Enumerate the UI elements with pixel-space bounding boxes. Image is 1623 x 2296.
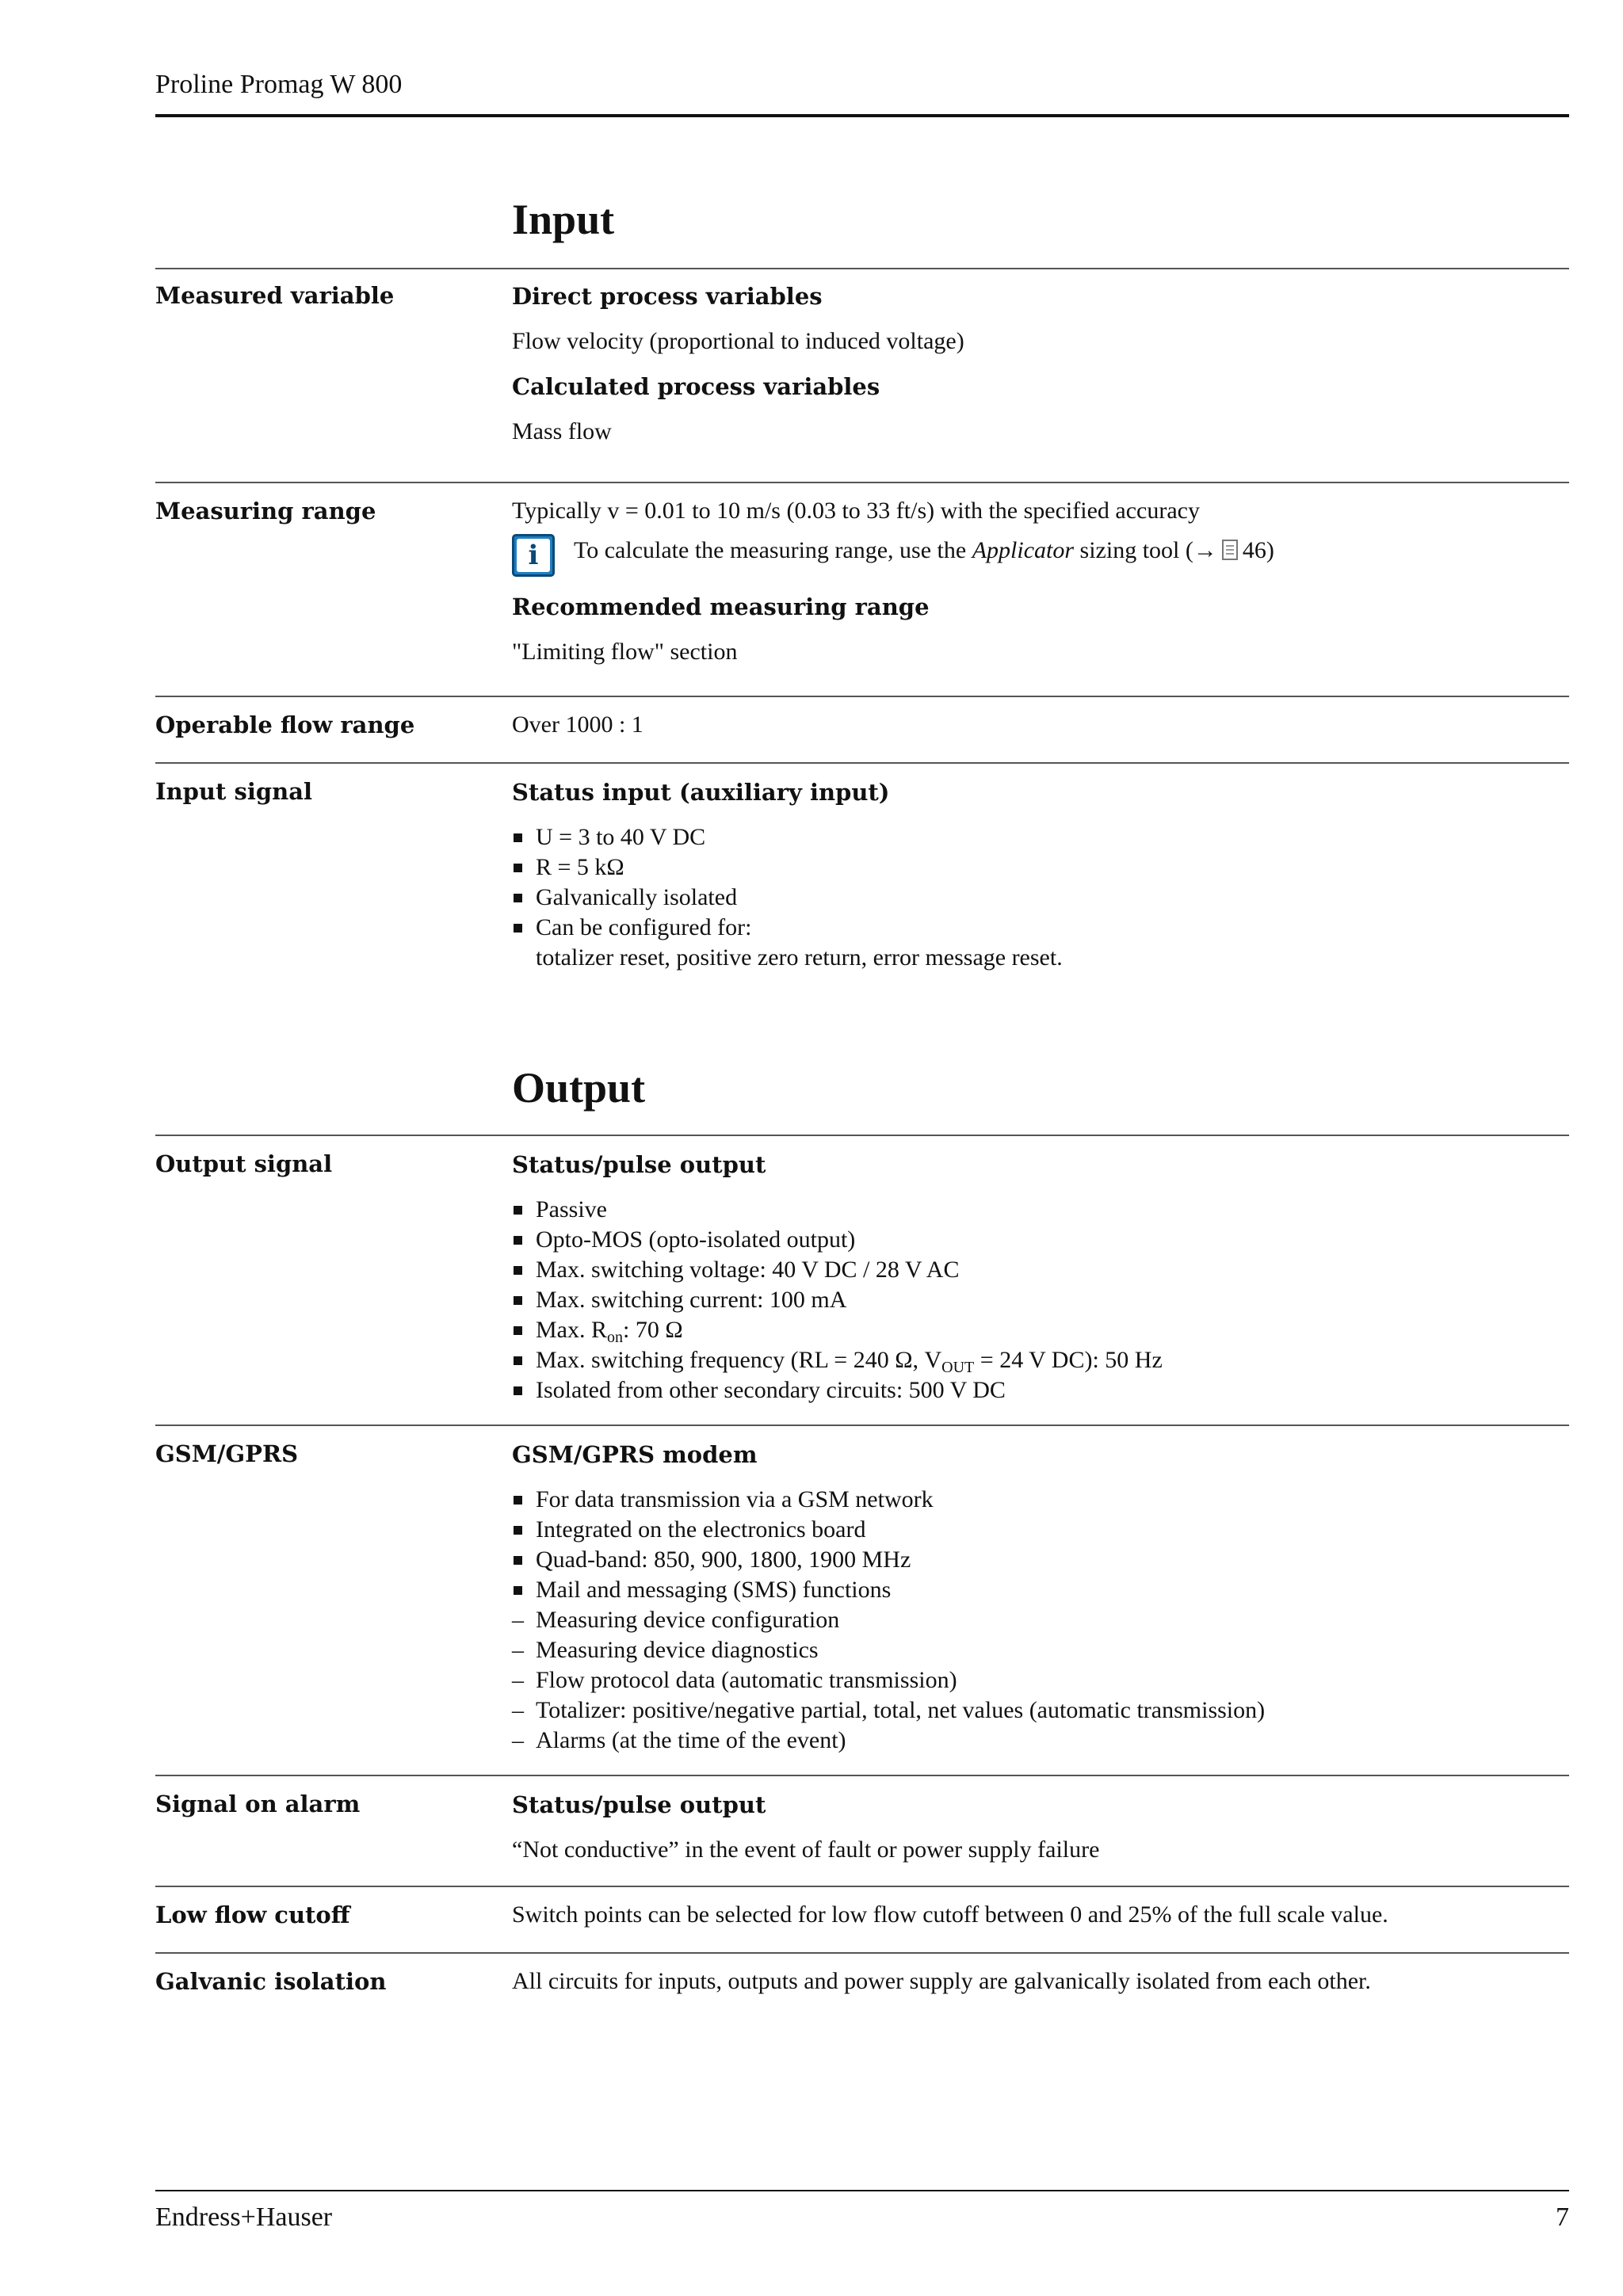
- label-galvanic-isolation: Galvanic isolation: [155, 1968, 387, 1995]
- page-reference-icon: [1222, 540, 1238, 560]
- list-item: Quad-band: 850, 900, 1800, 1900 MHz: [512, 1545, 1566, 1575]
- label-low-flow-cutoff: Low flow cutoff: [155, 1901, 350, 1928]
- list-item: Max. switching voltage: 40 V DC / 28 V AC: [512, 1255, 1566, 1285]
- list-item: – Alarms (at the time of the event): [512, 1726, 1566, 1756]
- list-item: U = 3 to 40 V DC: [512, 822, 1566, 852]
- input-signal-content: [512, 778, 1566, 973]
- list-item: Mail and messaging (SMS) functions: [512, 1575, 1566, 1605]
- list-item: Passive: [512, 1195, 1566, 1225]
- paragraph: Flow velocity (proportional to induced voltage): [512, 328, 964, 354]
- bullet-list: [512, 822, 1566, 943]
- subheading: Status input (auxiliary input): [512, 779, 890, 806]
- footer-brand: Endress+Hauser: [155, 2203, 333, 2232]
- divider: [155, 482, 1569, 483]
- subheading: Calculated process variables: [512, 373, 880, 400]
- page-number: 7: [1556, 2203, 1569, 2232]
- divider: [155, 762, 1569, 764]
- list-item: – Flow protocol data (automatic transmission): [512, 1665, 1566, 1695]
- list-item: Integrated on the electronics board: [512, 1515, 1566, 1545]
- list-item-continuation: totalizer reset, positive zero return, error message reset.: [536, 944, 1063, 971]
- paragraph: "Limiting flow" section: [512, 639, 738, 665]
- document-header-title: Proline Promag W 800: [155, 70, 403, 99]
- list-item: Can be configured for:: [512, 913, 1566, 943]
- paragraph: Mass flow: [512, 418, 612, 444]
- info-icon: i: [512, 534, 555, 577]
- divider: [155, 268, 1569, 269]
- subheading: GSM/GPRS modem: [512, 1441, 758, 1468]
- list-item: – Measuring device configuration: [512, 1605, 1566, 1635]
- divider: [155, 1425, 1569, 1426]
- paragraph: Over 1000 : 1: [512, 711, 643, 738]
- subheading: Direct process variables: [512, 283, 823, 310]
- header-rule: [155, 114, 1569, 117]
- footer-rule: [155, 2190, 1569, 2191]
- section-title-input: Input: [512, 196, 615, 243]
- list-item: Max. $R_{on}$: 70 Ω: [512, 1315, 1566, 1345]
- divider: [155, 1886, 1569, 1887]
- subheading: Status/pulse output: [512, 1151, 766, 1178]
- label-measured-variable: Measured variable: [155, 282, 395, 309]
- bullet-list: [512, 1195, 1566, 1405]
- list-item: Max. switching frequency (RL = 240 Ω, $V_{OUT} = 24$ V DC): 50 Hz: [512, 1345, 1566, 1375]
- divider: [155, 1775, 1569, 1776]
- paragraph: All circuits for inputs, outputs and power supply are galvanically isolated from each other.: [512, 1968, 1371, 1994]
- signal-on-alarm-content: [512, 1791, 1566, 1881]
- list-item: R = 5 kΩ: [512, 852, 1566, 883]
- paragraph: Switch points can be selected for low flow cutoff between 0 and 25% of the full scale value.: [512, 1901, 1388, 1928]
- list-item: Isolated from other secondary circuits: 500 V DC: [512, 1375, 1566, 1405]
- label-operable-flow-range: Operable flow range: [155, 711, 415, 738]
- list-item: – Totalizer: positive/negative partial, total, net values (automatic transmission): [512, 1695, 1566, 1726]
- list-item: Opto-MOS (opto-isolated output): [512, 1225, 1566, 1255]
- list-item: Max. switching current: 100 mA: [512, 1285, 1566, 1315]
- divider: [155, 1952, 1569, 1954]
- subheading: Status/pulse output: [512, 1791, 766, 1818]
- list-item: For data transmission via a GSM network: [512, 1485, 1566, 1515]
- bullet-list: [512, 1485, 1566, 1605]
- measuring-range-content: [512, 496, 1566, 683]
- divider: [155, 696, 1569, 697]
- gsm-content: [512, 1440, 1566, 1756]
- dash-list: [512, 1605, 1566, 1756]
- label-measuring-range: Measuring range: [155, 498, 376, 524]
- divider: [155, 1135, 1569, 1136]
- info-note: [512, 536, 1566, 577]
- list-item: – Measuring device diagnostics: [512, 1635, 1566, 1665]
- list-item: Galvanically isolated: [512, 883, 1566, 913]
- output-signal-content: [512, 1150, 1566, 1405]
- info-note-text: To calculate the measuring range, use the Applicator sizing tool (→ 46): [574, 537, 1274, 563]
- label-input-signal: Input signal: [155, 778, 313, 805]
- section-title-output: Output: [512, 1064, 646, 1112]
- label-signal-on-alarm: Signal on alarm: [155, 1791, 361, 1817]
- paragraph: “Not conductive” in the event of fault or power supply failure: [512, 1836, 1100, 1863]
- paragraph: Typically v = 0.01 to 10 m/s (0.03 to 33 ft/s) with the specified accuracy: [512, 498, 1200, 524]
- measured-variable-content: [512, 282, 1566, 463]
- label-output-signal: Output signal: [155, 1150, 333, 1177]
- label-gsm-gprs: GSM/GPRS: [155, 1440, 299, 1467]
- subheading: Recommended measuring range: [512, 593, 930, 620]
